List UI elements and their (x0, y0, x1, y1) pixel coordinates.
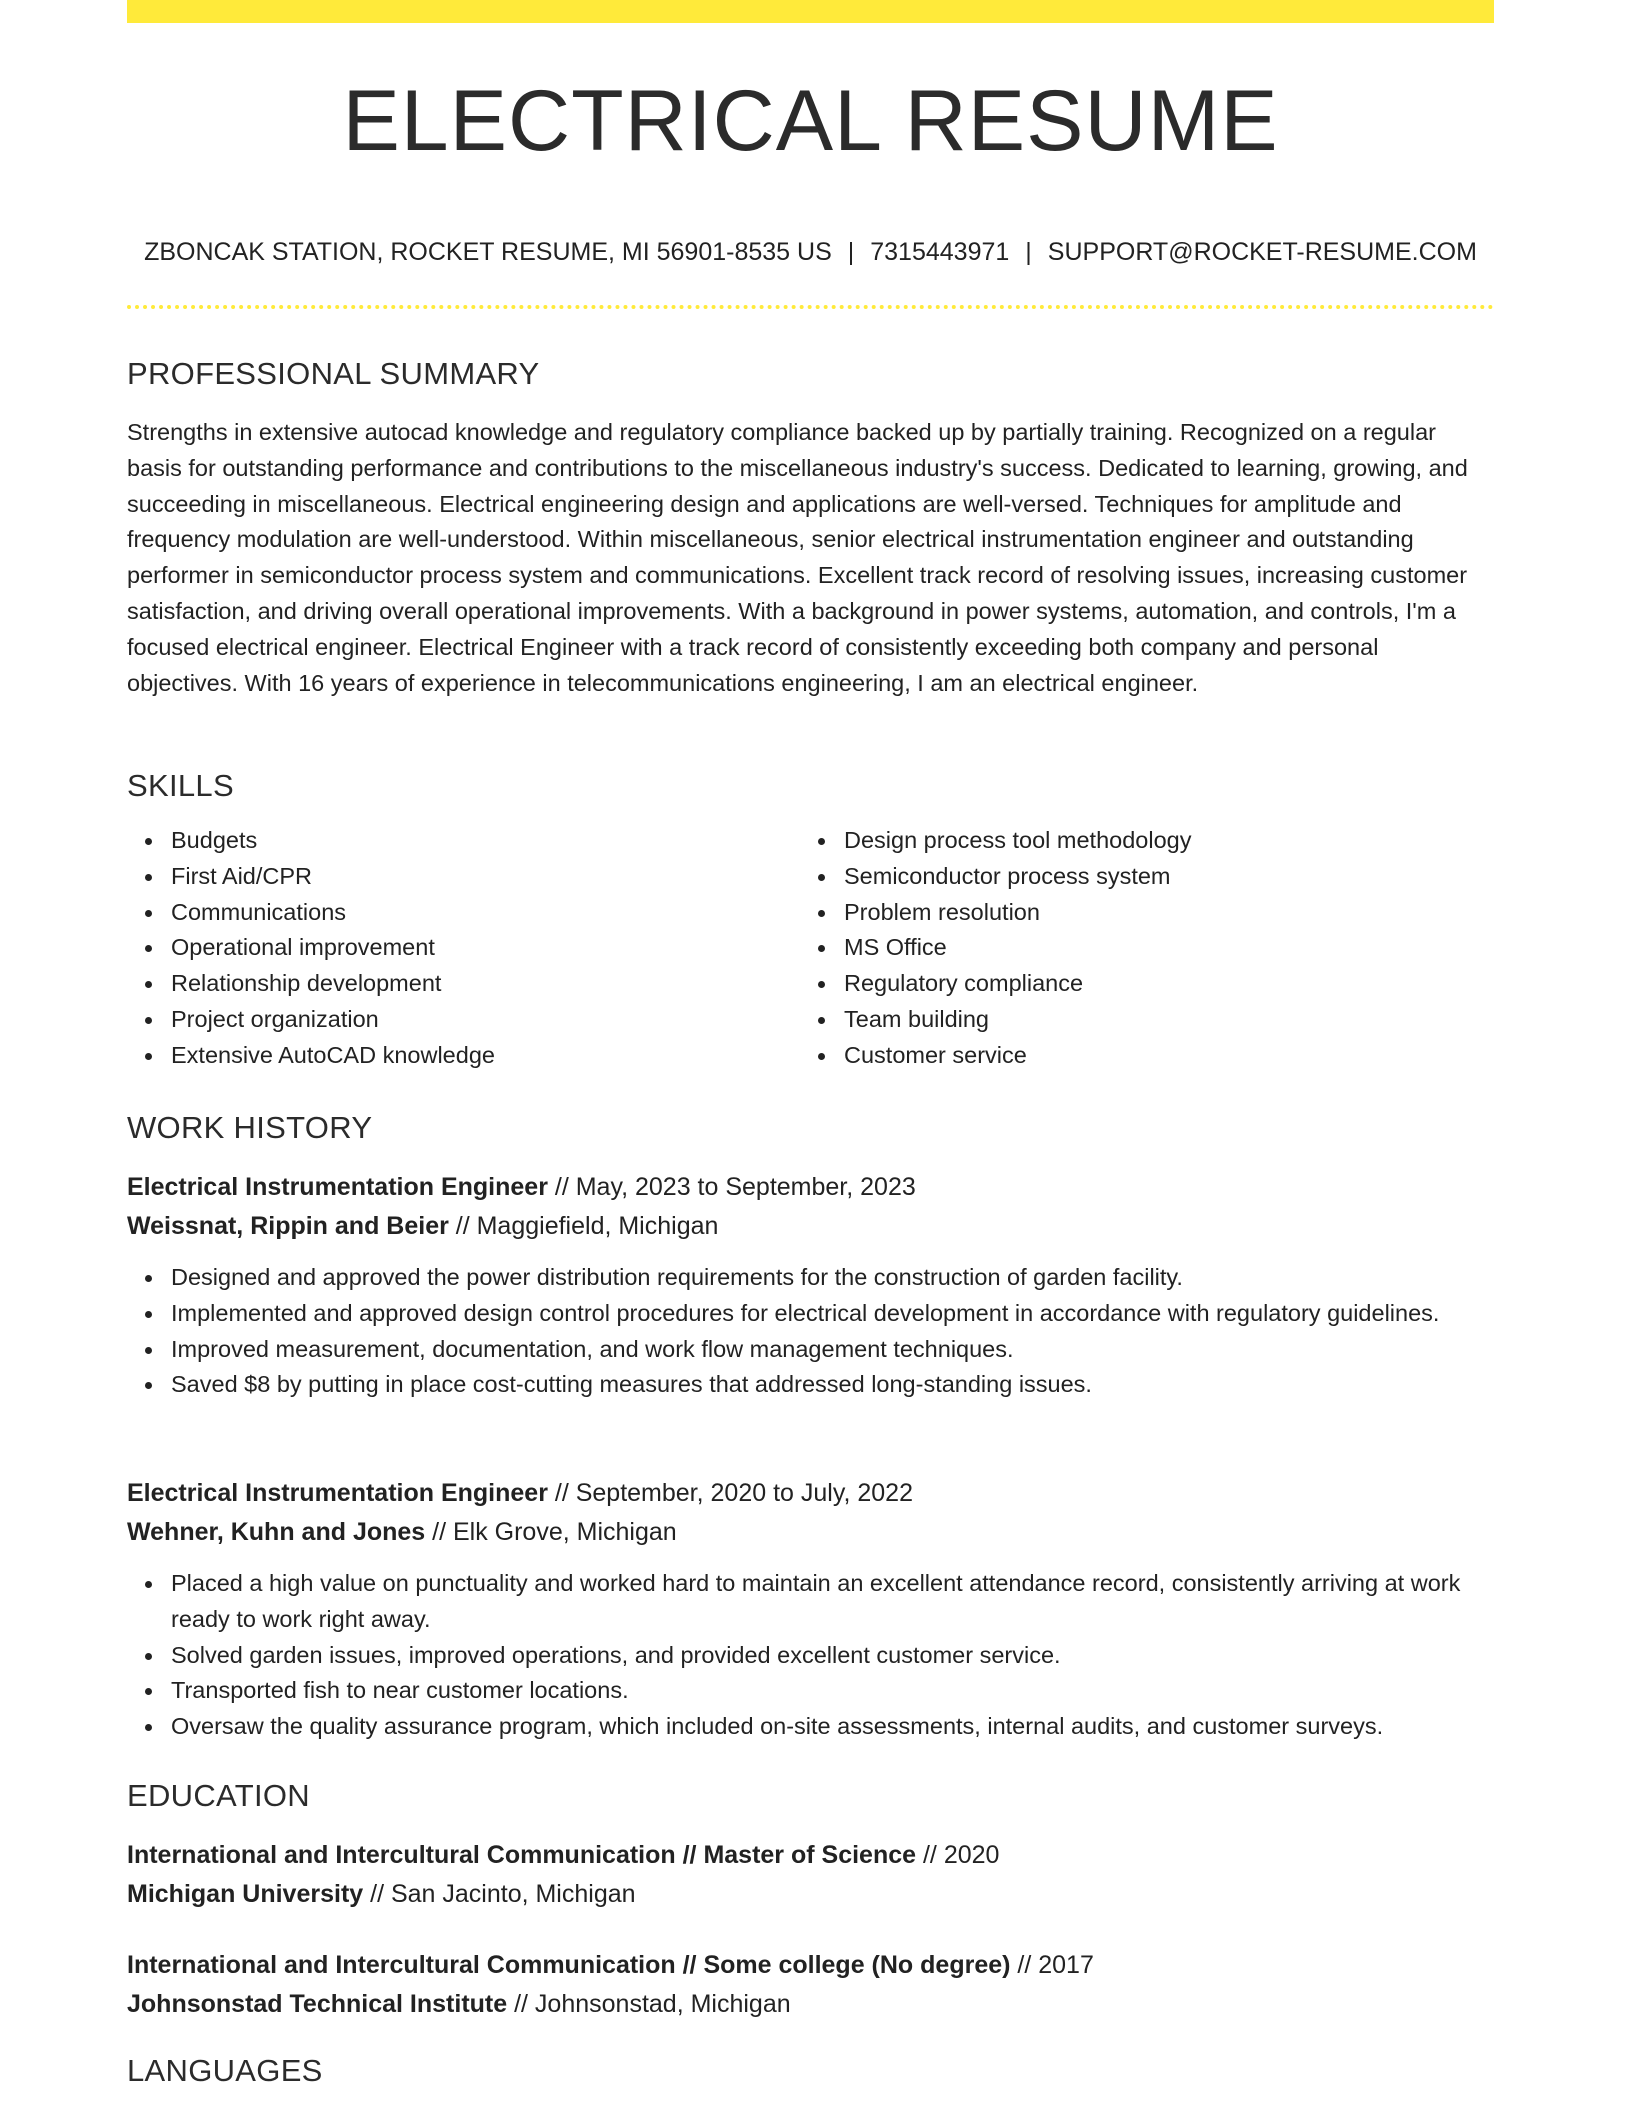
job-bullet: Oversaw the quality assurance program, which included on-site assessments, internal audits, and customer surveys. (171, 1709, 1494, 1745)
skill-item: Project organization (171, 1002, 800, 1038)
skill-item: Semiconductor process system (844, 859, 1473, 895)
job-role: Electrical Instrumentation Engineer (127, 1479, 548, 1507)
header-divider (127, 305, 1494, 309)
education-title: EDUCATION (127, 1778, 310, 1813)
work-history-section (127, 1112, 1494, 1143)
education-degree-line (127, 1946, 1494, 1985)
job-location: // Elk Grove, Michigan (425, 1518, 677, 1546)
skill-item: Budgets (171, 823, 800, 859)
skills-title: SKILLS (127, 768, 234, 803)
job-entry (127, 1474, 1494, 1745)
skill-item: Customer service (844, 1038, 1473, 1074)
education-year: // 2020 (916, 1841, 1000, 1869)
contact-separator: | (847, 238, 855, 266)
skill-item: Relationship development (171, 966, 800, 1002)
skills-grid (127, 823, 1494, 1074)
education-school-line (127, 1875, 1494, 1914)
job-bullet: Implemented and approved design control procedures for electrical development in accordance with regulatory guidelines. (171, 1296, 1494, 1332)
contact-phone: 7315443971 (870, 238, 1010, 266)
education-school: Johnsonstad Technical Institute (127, 1990, 508, 2018)
education-school-line (127, 1985, 1494, 2024)
contact-separator: | (1025, 238, 1032, 266)
job-bullets (127, 1260, 1494, 1403)
education-location: // Johnsonstad, Michigan (507, 1990, 791, 2018)
education-year: // 2017 (1010, 1951, 1094, 1979)
summary-text: Strengths in extensive autocad knowledge and regulatory compliance backed up by partially training. Recognized on a regular basis for outstanding performance and contributions to the miscellaneous industry's success. Dedicated to learning, growing, and succeeding in miscellaneous. Electrical engineering design and applications are well-versed. Techniques for amplitude and frequency modulation are well-understood. Within miscellaneous, senior electrical instrumentation engineer and outstanding performer in semiconductor process system and communications. Excellent track record of resolving issues, increasing customer satisfaction, and driving overall operational improvements. With a background in power systems, automation, and controls, I'm a focused electrical engineer. Electrical Engineer with a track record of consistently exceeding both company and personal objectives. With 16 years of experience in telecommunications engineering, I am an electrical engineer. (127, 419, 1468, 696)
skill-item: Problem resolution (844, 895, 1473, 931)
job-title-line (127, 1168, 1494, 1207)
summary-section (127, 358, 1494, 701)
skills-section (127, 770, 1494, 1074)
skills-left-list (127, 823, 800, 1074)
education-section (127, 1780, 1494, 1811)
contact-line (127, 240, 1494, 265)
job-bullet: Transported fish to near customer locations. (171, 1673, 1494, 1709)
education-degree: International and Intercultural Communication // Master of Science (127, 1841, 917, 1869)
education-degree-line (127, 1836, 1494, 1875)
job-bullet: Improved measurement, documentation, and work flow management techniques. (171, 1332, 1494, 1368)
job-company-line (127, 1513, 1494, 1552)
education-school: Michigan University (127, 1880, 364, 1908)
summary-title: PROFESSIONAL SUMMARY (127, 356, 540, 391)
education-degree: International and Intercultural Communication // Some college (No degree) (127, 1951, 1011, 1979)
contact-email: SUPPORT@ROCKET-RESUME.COM (1047, 238, 1477, 266)
skill-item: Team building (844, 1002, 1473, 1038)
skill-item: Operational improvement (171, 930, 800, 966)
skill-item: Regulatory compliance (844, 966, 1473, 1002)
languages-title: LANGUAGES (127, 2053, 323, 2088)
job-title-line (127, 1474, 1494, 1513)
job-dates: // May, 2023 to September, 2023 (547, 1173, 916, 1201)
job-entry (127, 1168, 1494, 1403)
education-entry (127, 1836, 1494, 1914)
job-bullet: Designed and approved the power distribution requirements for the construction of garden facility. (171, 1260, 1494, 1296)
job-company: Weissnat, Rippin and Beier (127, 1212, 449, 1240)
job-company-line (127, 1207, 1494, 1246)
resume-name: ELECTRICAL RESUME (342, 73, 1279, 169)
languages-section (127, 2055, 1494, 2086)
job-bullet: Placed a high value on punctuality and worked hard to maintain an excellent attendance record, consistently arriving at work ready to work right away. (171, 1566, 1494, 1638)
skill-item: First Aid/CPR (171, 859, 800, 895)
skill-item: Communications (171, 895, 800, 931)
job-role: Electrical Instrumentation Engineer (127, 1173, 548, 1201)
education-entry (127, 1946, 1494, 2024)
job-company: Wehner, Kuhn and Jones (127, 1518, 426, 1546)
job-bullet: Solved garden issues, improved operations, and provided excellent customer service. (171, 1638, 1494, 1674)
contact-address: ZBONCAK STATION, ROCKET RESUME, MI 56901-8535 US (144, 238, 832, 266)
skill-item: MS Office (844, 930, 1473, 966)
job-location: // Maggiefield, Michigan (448, 1212, 719, 1240)
job-bullet: Saved $8 by putting in place cost-cutting measures that addressed long-standing issues. (171, 1367, 1494, 1403)
skills-right-list (800, 823, 1473, 1074)
top-accent-bar (127, 0, 1494, 23)
work-history-title: WORK HISTORY (127, 1110, 373, 1145)
education-location: // San Jacinto, Michigan (363, 1880, 636, 1908)
job-dates: // September, 2020 to July, 2022 (547, 1479, 913, 1507)
skill-item: Design process tool methodology (844, 823, 1473, 859)
skill-item: Extensive AutoCAD knowledge (171, 1038, 800, 1074)
job-bullets (127, 1566, 1494, 1745)
